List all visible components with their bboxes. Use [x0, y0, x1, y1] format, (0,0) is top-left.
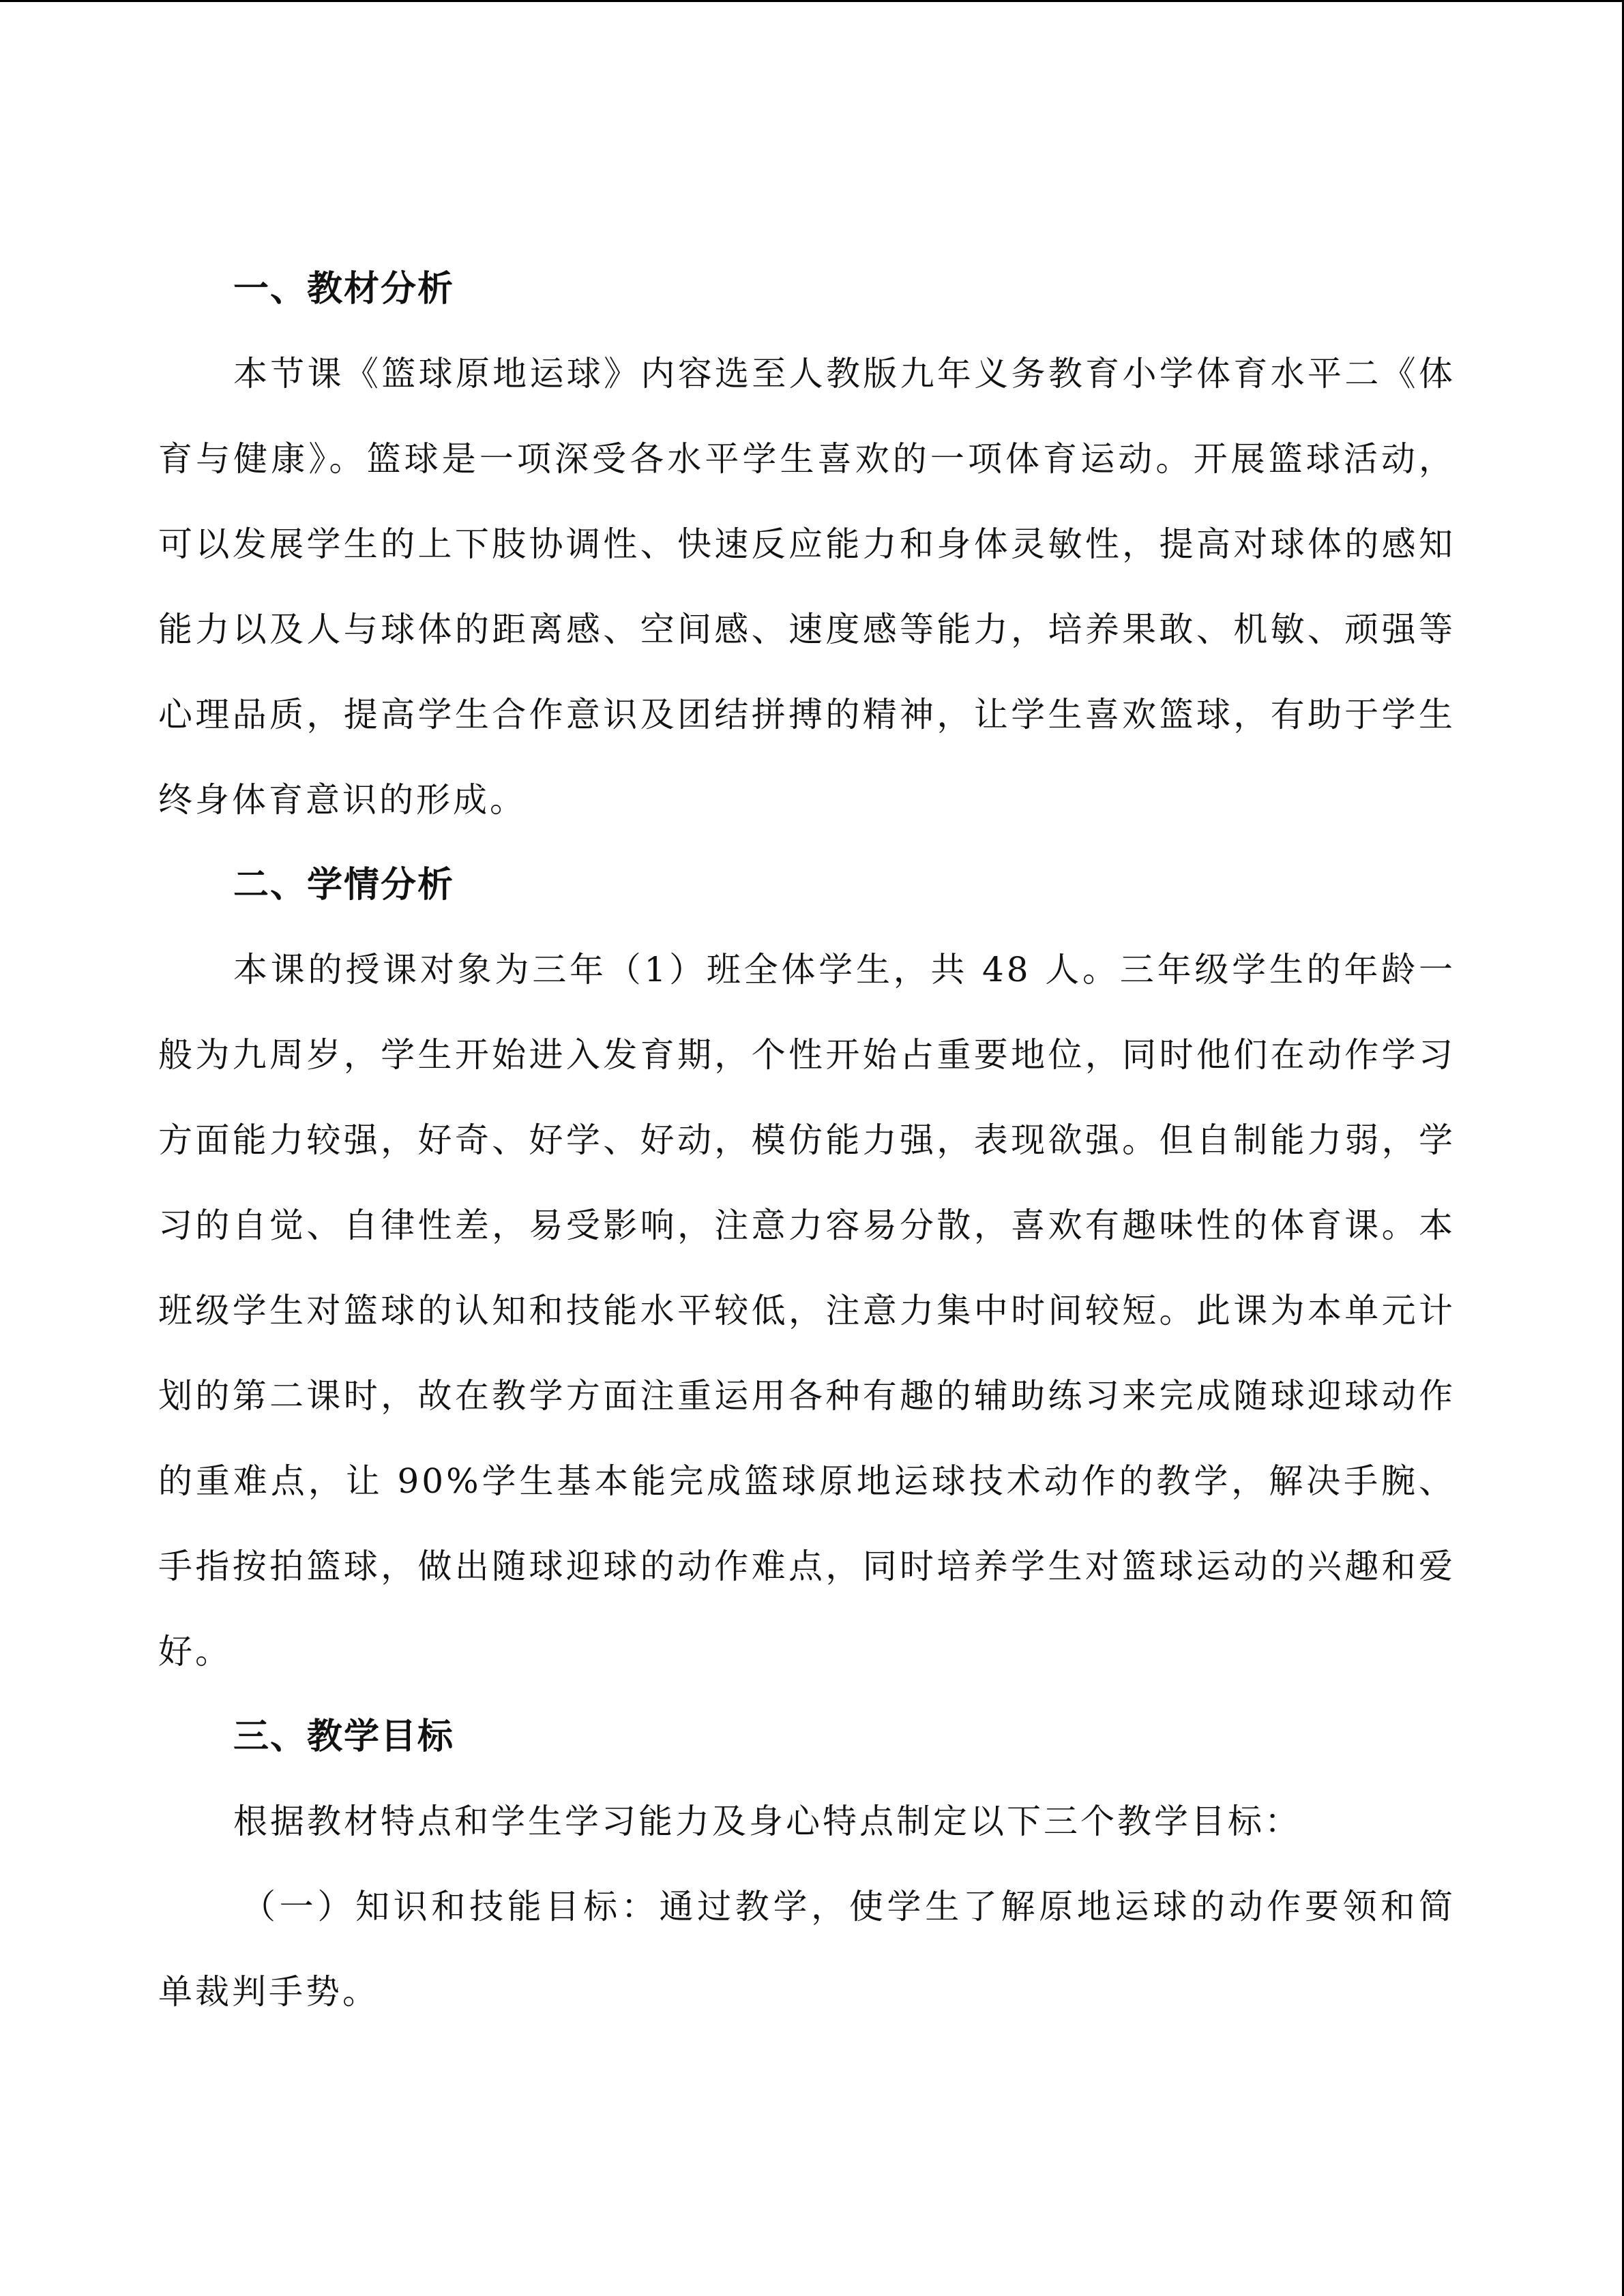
section-heading-teaching-goals: 三、教学目标	[233, 1716, 455, 1757]
paragraph-teaching-goals-intro: 根据教材特点和学生学习能力及身心特点制定以下三个教学目标：	[233, 1802, 1301, 1841]
paragraph-textbook-analysis: 本节课《篮球原地运球》内容选至人教版九年义务教育小学体育水平二《体育与健康》。篮球是一项深受各水平学生喜欢的一项体育运动。开展篮球活动，可以发展学生的上下肢协调性、快速反应能力和身体灵敏性，提高对球体的感知能力以及人与球体的距离感、空间感、速度感等能力，培养果敢、机敏、顽强等心理品质，提高学生合作意识及团结拼搏的精神，让学生喜欢篮球，有助于学生终身体育意识的形成。	[158, 354, 1456, 820]
document-body	[158, 247, 1456, 2035]
section-heading-textbook-analysis: 一、教材分析	[233, 269, 455, 310]
paragraph-knowledge-skill-goal: （一）知识和技能目标：通过教学，使学生了解原地运球的动作要领和简单裁判手势。	[158, 1887, 1456, 2012]
section-heading-student-analysis: 二、学情分析	[233, 865, 455, 906]
paragraph-student-analysis: 本课的授课对象为三年（1）班全体学生，共 48 人。三年级学生的年龄一般为九周岁，学生开始进入发育期，个性开始占重要地位，同时他们在动作学习方面能力较强，好奇、好学、好动，模仿能力强，表现欲强。但自制能力弱，学习的自觉、自律性差，易受影响，注意力容易分散，喜欢有趣味性的体育课。本班级学生对篮球的认知和技能水平较低，注意力集中时间较短。此课为本单元计划的第二课时，故在教学方面注重运用各种有趣的辅助练习来完成随球迎球动作的重难点，让 90%学生基本能完成篮球原地运球技术动作的教学，解决手腕、手指按拍篮球，做出随球迎球的动作难点，同时培养学生对篮球运动的兴趣和爱好。	[158, 950, 1456, 1671]
page-border-top	[0, 0, 1624, 2]
